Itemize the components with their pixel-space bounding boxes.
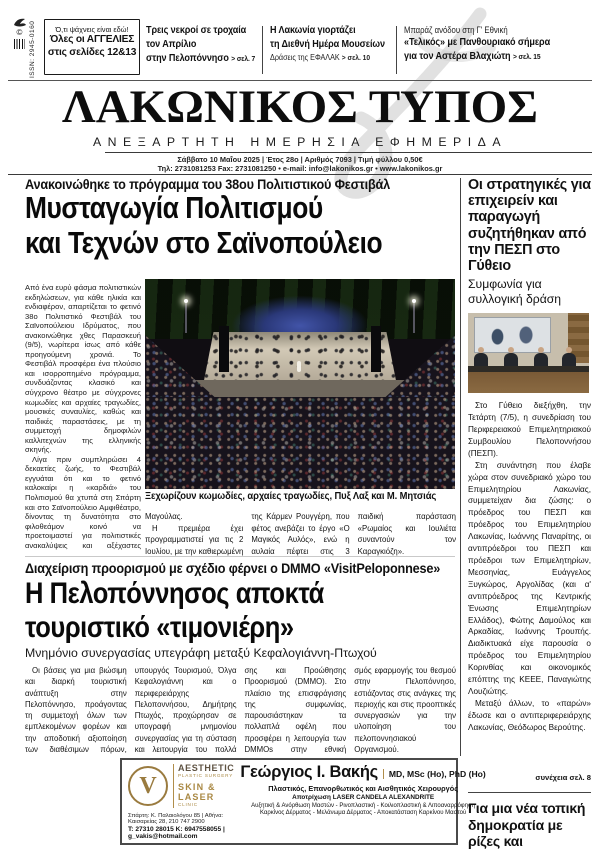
photo-light-pole	[413, 301, 415, 333]
copyright-icon: ©	[16, 28, 23, 37]
teaser-line: «Τελικός» με Πανθουριακό σήμερα	[404, 37, 551, 48]
photo-desk	[468, 366, 589, 393]
story2-col-2	[135, 665, 237, 756]
doctor-credentials: MD, MSc (Ho), PhD (Ho)	[383, 769, 486, 779]
story1-paragraph: Από ένα ευρύ φάσμα πολιτιστικών εκδηλώσεων, για κάθε ηλικία και ενδιαφέρον, απαρτίζεται το φετινό 38ο Πολιτιστικό Φεστιβάλ του Σαϊνοπούλειου Ιδρύματος, που ανακοινώθηκε χθες Παρασκευή (9/5), νωρίτερα ίσως από κάθε προηγούμενη χρονιά. Το Φεστιβάλ προσφέρει ένα πλούσιο και ισορροπημένο πρόγραμμα, συνδυάζοντας κλασικό και σύγχρονο θέατρο με σύγχρονες κωμωδίες και αρχαίες τραγωδίες, μουσικές συναυλίες, καθώς και παιδικές παραστάσεις, με τη συμμετοχή δημοφιλών καλλιτεχνών της ελληνικής σκηνής.	[25, 283, 141, 455]
clinic-name-aesthetic-sub: PLASTIC SURGERY	[178, 773, 234, 778]
teaser-divider	[262, 26, 263, 74]
classifieds-title: Όλες οι ΑΓΓΕΛΙΕΣ	[49, 34, 135, 45]
doctor-name: Γεώργιος Ι. Βακής	[240, 763, 378, 781]
story2-headline-line1: Η Πελοπόννησος αποκτά	[25, 577, 324, 610]
clinic-name-aesthetic: AESTHETIC	[178, 763, 235, 773]
left-rail-icons	[12, 16, 27, 80]
story1-continue-ref	[358, 557, 456, 558]
story2-continue-ref	[354, 755, 456, 756]
story2-subhead: Μνημόνιο συνεργασίας υπεγράφη μεταξύ Κεφαλογιάννη-Πτωχού	[25, 646, 377, 660]
story1-subcol-text: Η πρεμιέρα έχει προγραμματιστεί για τις 2 Ιουλίου, με την καθιερωμένη	[145, 523, 244, 556]
story1-subcol-2	[251, 511, 349, 558]
sidebar-paragraph: Μεταξύ άλλων, το «παρών» έδωσε και ο αντιπεριφερειάρχης Λακωνίας, Θεόδωρος Βερούτης.	[468, 698, 591, 732]
clinic-names	[173, 764, 234, 808]
photo-speaker-tower	[219, 326, 229, 372]
clinic-phones: Τ: 27310 28015 Κ: 6947558055 | g_vakis@hotmail.com	[128, 826, 225, 840]
photo-performer	[297, 361, 301, 372]
teaser-line: για τον Αστέρα Βλαχιώτη > σελ. 15	[404, 50, 541, 62]
clinic-advertisement	[120, 758, 486, 845]
issn-number: ISSN: 2945-0160	[29, 20, 36, 78]
photo-panelist	[474, 353, 488, 366]
page-ref: > σελ. 7	[231, 53, 256, 63]
newspaper-title: ΛΑΚΩΝΙΚΟΣ ΤΥΠΟΣ	[62, 81, 538, 133]
story2-columns	[25, 665, 456, 756]
dateline: Σάββατο 10 Μαΐου 2025 | Έτος 28ο | Αριθμός 7093 | Τιμή φύλλου 0,50€	[177, 155, 423, 164]
top-teaser-football	[404, 24, 550, 64]
sidebar-story1-subhead: Συμφωνία για συλλογική δράση	[468, 277, 562, 306]
story1-subcolumns	[145, 511, 456, 558]
story1-headline-line2: και Τεχνών στο Σαϊνοπούλειο	[25, 224, 383, 260]
story1-subcol-text: της Κάρμεν Ρουγγέρη, που φέτος ανεβάζει το έργο «Ο Μαγικός Αυλός», ενώ η αυλαία πέφτει στις 3	[251, 512, 350, 556]
photo-lamp	[184, 299, 188, 303]
story1-kicker: Ανακοινώθηκε το πρόγραμμα του 38ου Πολιτιστικού Φεστιβάλ	[25, 177, 390, 192]
photo-stage	[204, 332, 396, 381]
amphitheatre-concert-photo	[145, 279, 455, 489]
photo-trees-backdrop	[145, 279, 455, 339]
clinic-logo: V	[128, 766, 168, 806]
sidebar-story2-headline: Για μια νέα τοπική δημοκρατία με ρίζες και	[468, 800, 586, 849]
top-teaser-accidents	[146, 24, 255, 65]
newspaper-subtitle: ΑΝΕΞΑΡΤΗΤΗ ΗΜΕΡΗΣΙΑ ΕΦΗΜΕΡΙΔΑ	[92, 135, 508, 149]
sidebar-rule	[460, 178, 461, 756]
clinic-address: Σπάρτη: Κ. Παλαιολόγου 85 | Αθήνα: Καισαρείας 28, 210 747 2900	[128, 813, 224, 825]
clinic-name-skinlaser-sub: CLINIC	[178, 802, 198, 807]
sidebar-story1-body	[468, 400, 591, 771]
classifieds-box	[44, 19, 140, 75]
story2-col-text: Οι βάσεις για μια βιώσιμη και διαρκή τουριστική ανάπτυξη στην Πελοπόννησο, προάγοντας τη συμμετοχή όλων των εμπλεκομένων φορέων και την αποδοτική αξιοποίηση των διαθέσιμων πόρων,	[25, 666, 127, 755]
sidebar	[468, 177, 591, 849]
doctor-service-line: Καρκίνος Δέρματος - Μελάνωμα Δέρματος - Αποκατάσταση Καρκίνου Μαστού	[259, 810, 467, 816]
contact-line: Τηλ: 2731081253 Fax: 2731081250 • e-mail: info@lakonikos.gr • www.lakonikos.gr	[157, 164, 443, 173]
barcode-icon	[14, 39, 25, 49]
sidebar-story1-continue-ref: συνέχεια σελ. 8	[535, 773, 591, 783]
teaser-kicker: Μπαράζ ανόδου στη Γ' Εθνική	[404, 25, 508, 35]
post-bird-icon	[13, 16, 27, 27]
story2-col-text: σης και Προώθησης Προορισμού (DMMO). Στο πλαίσιο της επισφράγισης της συμφωνίας, παρουσιάστηκαν τα πολλαπλά οφέλη που προσφέρει η λειτουργία των DMMOs στην εθνική	[244, 666, 347, 755]
story2-col-text: υπουργός Τουρισμού, Όλγα Κεφαλογιάννη και ο περιφερειάρχης Πελοποννήσου, Δημήτρης Πτωχός, προχώρησαν σε υπογραφή μνημονίου συνεργασίας για τη σύσταση και λειτουργία του πολλά	[134, 666, 237, 755]
clinic-name-skinlaser: SKIN & LASER	[178, 782, 216, 802]
story2-kicker: Διαχείριση προορισμού με σχέδιο φέρνει ο DMMO «VisitPeloponnese»	[25, 561, 441, 576]
story2-col-3	[245, 665, 347, 756]
teaser-line: στην Πελοπόννησο > σελ. 7	[146, 52, 256, 64]
doctor-service-line: Αποτρίχωση LASER CANDELA ALEXANDRITE	[292, 794, 435, 801]
classifieds-tagline: Ό,τι ψάχνεις είναι εδώ!	[55, 25, 129, 34]
ad-doctor-block	[236, 760, 489, 843]
story1-photo-caption: Ξεχωρίζουν κωμωδίες, αρχαίες τραγωδίες, Πυξ Λαξ και Μ. Μητσιάς	[145, 491, 437, 502]
story1-headline	[25, 191, 382, 260]
photo-speaker-tower	[371, 326, 381, 372]
page-ref: > σελ. 10	[341, 52, 371, 62]
sidebar-paragraph: Στο Γύθειο διεξήχθη, την Τετάρτη (7/5), η συνεδρίαση του Περιφερειακού Επιμελητηριακού Συμβουλίου Πελοποννήσου (ΠΕΣΠ).	[468, 401, 591, 458]
story2-col-1	[25, 665, 127, 756]
sidebar-paragraph: Στη συνάντηση που έλαβε χώρα στον συνεδριακό χώρο του Επιμελητηρίου Λακωνίας, συμμετείχαν δια ζώσης: ο πρόεδρος του ΠΕΣΠ και πρόεδρος του Επιμελητηρίου Λακωνίας, Ιωάννης Παναρίτης, οι αντιπρόεδροι του ΠΕΣΠ και πρόεδροι των Επιμελητηρίων, Μεσσηνίας, Ευάγγελος Ξυγκώρος, Αργολίδας (και α' αντιπρόεδρος της Κεντρικής Ένωσης Επιμελητηρίων Ελλάδος), Φώτης Δαμούλος και Αρκαδίας, Ιωάννης Τρουπής. Διαδικτυακά είχε παρουσία ο πρόεδρος του Επιμελητηρίου Κορινθίας και οικονομικός επόπτης της ΚΕΕΕ, Παναγιώτης Λουζιώτης.	[468, 460, 591, 696]
story2-headline	[25, 577, 324, 644]
story2-col-text: σμός εφαρμογής του θεσμού στην Πελοπόννησο, εστιάζοντας στις ανάγκες της περιοχής και στις προοπτικές συνεργασιών για την υλοποίηση του πελοποννησιακού Οργανισμού.	[354, 666, 456, 755]
story2-headline-line2: τουριστικό «τιμονιέρη»	[25, 610, 294, 644]
photo-audience	[145, 397, 455, 489]
section-divider	[25, 556, 455, 557]
page-ref: > σελ. 15	[512, 51, 541, 61]
teaser-divider	[396, 26, 397, 74]
teaser-note: Δράσεις της ΕΦΑΛΑΚ > σελ. 10	[270, 52, 371, 62]
doctor-specialty: Πλαστικός, Επανορθωτικός και Αισθητικός Χειρουργός	[268, 784, 458, 793]
teaser-line: τη Διεθνή Ημέρα Μουσείων	[270, 38, 385, 50]
story2-col-4	[354, 665, 456, 756]
story1-paragraph: Λίγα πριν συμπληρώσει 4 δεκαετίες ζωής, το Φεστιβάλ εγγυάται ότι και το φετινό καλοκαίρι η «καρδιά» του Πολιτισμού θα χτυπά στη Σπάρτη και στο Σαϊνοπούλειο Αμφιθέατρο, δίνοντας τη δυνατότητα στο φιλοθεάμον κοινό να προετοιμαστεί για πολιτιστικές ανακαλύψεις και αξέχαστες	[25, 454, 141, 550]
teaser-line: Τρεις νεκροί σε τροχαία	[146, 25, 247, 36]
story1-subcol-1	[145, 511, 243, 558]
story1-subcol-text: Μαγούλας.	[145, 512, 183, 521]
ad-clinic-block	[122, 760, 236, 843]
left-rail	[12, 16, 42, 80]
teaser-line: τον Απρίλιο	[146, 38, 197, 50]
photo-panelist	[534, 353, 548, 366]
photo-light-pole	[185, 301, 187, 333]
classifieds-pages: στις σελίδες 12&13	[47, 46, 137, 58]
chamber-meeting-photo	[468, 313, 589, 393]
doctor-service-line: Αυξητική & Ανόρθωση Μαστών - Ρινοπλαστική - Κοιλιοπλαστική & Λιποαναρρόφηση	[251, 803, 476, 809]
story1-subcol-3	[358, 511, 456, 558]
top-teaser-museums	[270, 24, 385, 64]
story1-headline-line1: Μυσταγωγία Πολιτισμού	[25, 190, 323, 225]
masthead-rule-bottom	[8, 174, 592, 175]
photo-panelist	[504, 353, 518, 366]
teaser-line: Η Λακωνία γιορτάζει	[270, 25, 356, 36]
photo-panelist	[562, 353, 576, 366]
story1-left-column	[25, 283, 141, 551]
sidebar-story1-headline: Οι στρατηγικές για επιχειρείν και παραγωγή συζητήθηκαν από την ΠΕΣΠ στο Γύθειο	[468, 177, 591, 275]
story1-subcol-text: παιδική παράσταση «Ρωμαίος και Ιουλιέτα συναντούν τον Καραγκιόζη».	[357, 512, 456, 556]
masthead-rule-top	[105, 152, 592, 153]
